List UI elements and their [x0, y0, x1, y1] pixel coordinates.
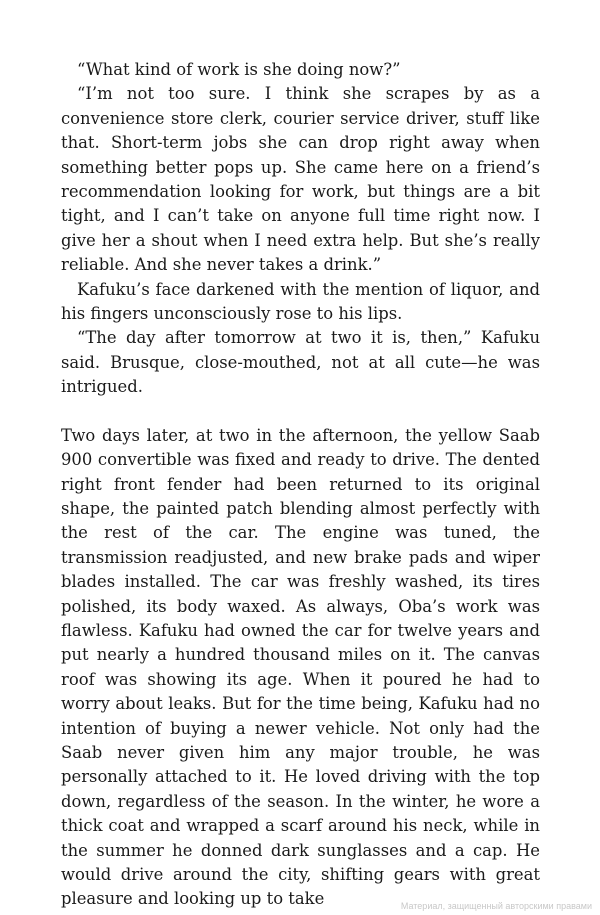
- paragraph-kafuku-reaction: Kafuku’s face darkened with the mention of liquor, and his fingers unconsciously rose to his lips.: [61, 279, 540, 324]
- paragraph-dialogue-question: “What kind of work is she doing now?”: [77, 60, 401, 79]
- paragraph-saab-section: Two days later, at two in the afternoon, the yellow Saab 900 convertible was fixed and ready to drive. The dented right front fender had been returned to its original shape, the painted patch blending almost perfectly with the rest of the car. The engine was tuned, the transmission readjusted, and new brake pads and wiper blades installed. The car was freshly washed, its tires polished, its body waxed. As always, Oba’s work was flawless. Kafuku had owned the car for twelve years and put nearly a hundred thousand miles on it. The canvas roof was showing its age. When it poured he had to worry about leaks. But for the time being, Kafuku had no intention of buying a newer vehicle. Not only had the Saab never given him any major trouble, he was personally attached to it. He loved driving with the top down, regardless of the season. In the winter, he wore a thick coat and wrapped a scarf around his neck, while in the summer he donned dark sunglasses and a cap. He would drive around the city, shifting gears with great pleasure and looking up to take: [61, 425, 540, 909]
- paragraph-dialogue-answer: “I’m not too sure. I think she scrapes by as a convenience store clerk, courier service driver, stuff like that. Short-term jobs she can drop right away when something better pops up. She came here on a friend’s recommendation looking for work, but things are a bit tight, and I can’t take on anyone full time right now. I give her a shout when I need extra help. But she’s really reliable. And she never takes a drink.”: [61, 84, 540, 275]
- paragraph-kafuku-reply: “The day after tomorrow at two it is, then,” Kafuku said. Brusque, close-mouthed, not at all cute—he was intrigued.: [61, 328, 540, 397]
- book-page-body: [61, 58, 540, 912]
- copyright-watermark: Материал, защищенный авторскими правами: [400, 901, 592, 911]
